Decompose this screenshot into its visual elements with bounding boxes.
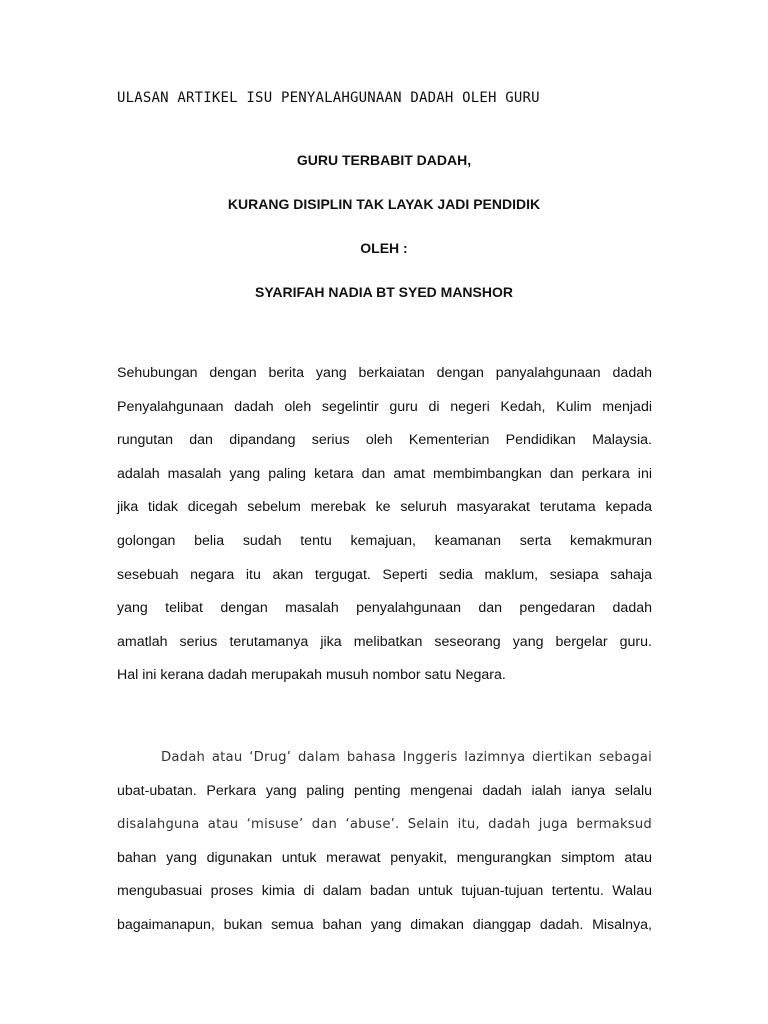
paragraph-2-line: mengubasuai proses kimia di dalam badan untuk tujuan-tujuan tertentu. Walau	[117, 883, 652, 900]
paragraph-1-line: adalah masalah yang paling ketara dan amat membimbangkan dan perkara ini	[117, 465, 652, 482]
paragraph-1-line: sesebuah negara itu akan tergugat. Seperti sedia maklum, sesiapa sahaja	[117, 566, 652, 583]
paragraph-1-line: Sehubungan dengan berita yang berkaiatan dengan panyalahgunaan dadah	[117, 365, 652, 381]
paragraph-2-line: bagaimanapun, bukan semua bahan yang dimakan dianggap dadah. Misalnya,	[117, 916, 652, 933]
article-title-line-2: KURANG DISIPLIN TAK LAYAK JADI PENDIDIK	[227, 196, 541, 212]
paragraph-1-line: amatlah serius terutamanya jika melibatkan seseorang yang bergelar guru.	[117, 633, 652, 650]
paragraph-2-line: Dadah atau ‘Drug’ dalam bahasa Inggeris lazimnya diertikan sebagai	[161, 750, 652, 765]
paragraph-2	[117, 741, 652, 943]
paragraph-2-line: bahan yang digunakan untuk merawat penyakit, mengurangkan simptom atau	[117, 849, 652, 866]
paragraph-1-line: rungutan dan dipandang serius oleh Kementerian Pendidikan Malaysia.	[117, 432, 652, 449]
paragraph-1-line: jika tidak dicegah sebelum merebak ke seluruh masyarakat terutama kepada	[117, 499, 652, 516]
document-header: ULASAN ARTIKEL ISU PENYALAHGUNAAN DADAH OLEH GURU	[117, 90, 540, 106]
paragraph-1	[117, 357, 652, 693]
article-title-line-1: GURU TERBABIT DADAH,	[296, 152, 472, 168]
paragraph-2-line: disalahguna atau ‘misuse’ dan ‘abuse’. Selain itu, dadah juga bermaksud	[117, 817, 652, 833]
paragraph-1-line: yang telibat dengan masalah penyalahgunaan dan pengedaran dadah	[117, 600, 652, 617]
byline-label: OLEH :	[360, 240, 408, 256]
paragraph-2-line: ubat-ubatan. Perkara yang paling penting mengenai dadah ialah ianya selalu	[117, 782, 652, 799]
paragraph-1-line: Hal ini kerana dadah merupakah musuh nombor satu Negara.	[117, 667, 506, 684]
author-name: SYARIFAH NADIA BT SYED MANSHOR	[255, 284, 513, 300]
paragraph-1-line: Penyalahgunaan dadah oleh segelintir guru di negeri Kedah, Kulim menjadi	[117, 398, 652, 415]
paragraph-1-line: golongan belia sudah tentu kemajuan, keamanan serta kemakmuran	[117, 532, 652, 549]
